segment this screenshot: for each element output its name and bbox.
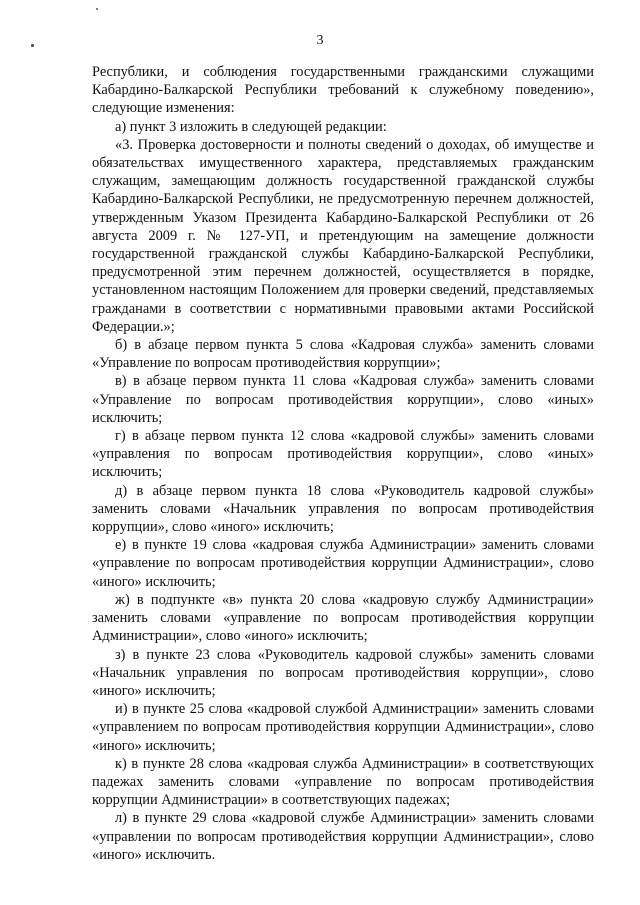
paragraph-item-z: з) в пункте 23 слова «Руководитель кадровой службы» заменить словами «Начальник управления по вопросам противодействия коррупции», слово «иного» исключить; <box>92 646 594 699</box>
paragraph-item-d: д) в абзаце первом пункта 18 слова «Руководитель кадровой службы» заменить словами «Начальник управления по вопросам противодействия коррупции», слово «иного» исключить; <box>92 482 594 536</box>
paragraph-item-g: г) в абзаце первом пункта 12 слова «кадровой службы» заменить словами «управления по вопросам противодействия коррупции», слово «иных» исключить; <box>92 428 594 481</box>
paragraph-item-k: к) в пункте 28 слова «кадровая служба Администрации» в соответствующих падежах заменить словами «управление по вопросам противодействия коррупции Администрации» в соответствующих падежах; <box>92 755 594 809</box>
paragraph-intro: Республики, и соблюдения государственными гражданскими служащими Кабардино-Балкарской Республики требований к служебному поведению», следующие изменения: <box>92 64 594 117</box>
paragraph-item-i: и) в пункте 25 слова «кадровой службой Администрации» заменить словами «управлением по вопросам противодействия коррупции Администрации», слово «иного» исключить; <box>92 701 594 754</box>
paragraph-item-a: а) пункт 3 изложить в следующей редакции: <box>115 118 387 135</box>
paragraph-item-l: л) в пункте 29 слова «кадровой службе Администрации» заменить словами «управлении по вопросам противодействия коррупции Администрации», слово «иного» исключить. <box>92 810 594 863</box>
paragraph-item-zh: ж) в подпункте «в» пункта 20 слова «кадровую службу Администрации» заменить словами «управление по вопросам противодействия коррупции Администрации», слово «иного» исключить; <box>92 591 594 645</box>
document-body <box>92 63 594 864</box>
paragraph-item-v: в) в абзаце первом пункта 11 слова «Кадровая служба» заменить словами «Управление по вопросам противодействия коррупции», слово «иных» исключить; <box>92 373 594 426</box>
paragraph-item-b: б) в абзаце первом пункта 5 слова «Кадровая служба» заменить словами «Управление по вопросам противодействия коррупции»; <box>92 337 594 372</box>
page-number: 3 <box>316 33 324 48</box>
paragraph-item-a-quote: «3. Проверка достоверности и полноты сведений о доходах, об имуществе и обязательствах имущественного характера, представляемых гражданским служащим, замещающим должность государственной гражданской службы Кабардино-Балкарской Республики, не предусмотренную перечнем должностей, утвержденным Указом Президента Кабардино-Балкарской Республики от 26 августа 2009 г. № 127-УП, и претендующим на замещение должности государственной гражданской службы Кабардино-Балкарской Республики, предусмотренной этим перечнем должностей, осуществляется в порядке, установленном настоящим Положением для проверки сведений, представляемых гражданами в соответствии с нормативными правовыми актами Российской Федерации.»; <box>92 136 594 335</box>
paragraph-item-e: е) в пункте 19 слова «кадровая служба Администрации» заменить словами «управление по вопросам противодействия коррупции Администрации», слово «иного» исключить; <box>92 537 594 590</box>
scan-speck <box>96 8 98 10</box>
